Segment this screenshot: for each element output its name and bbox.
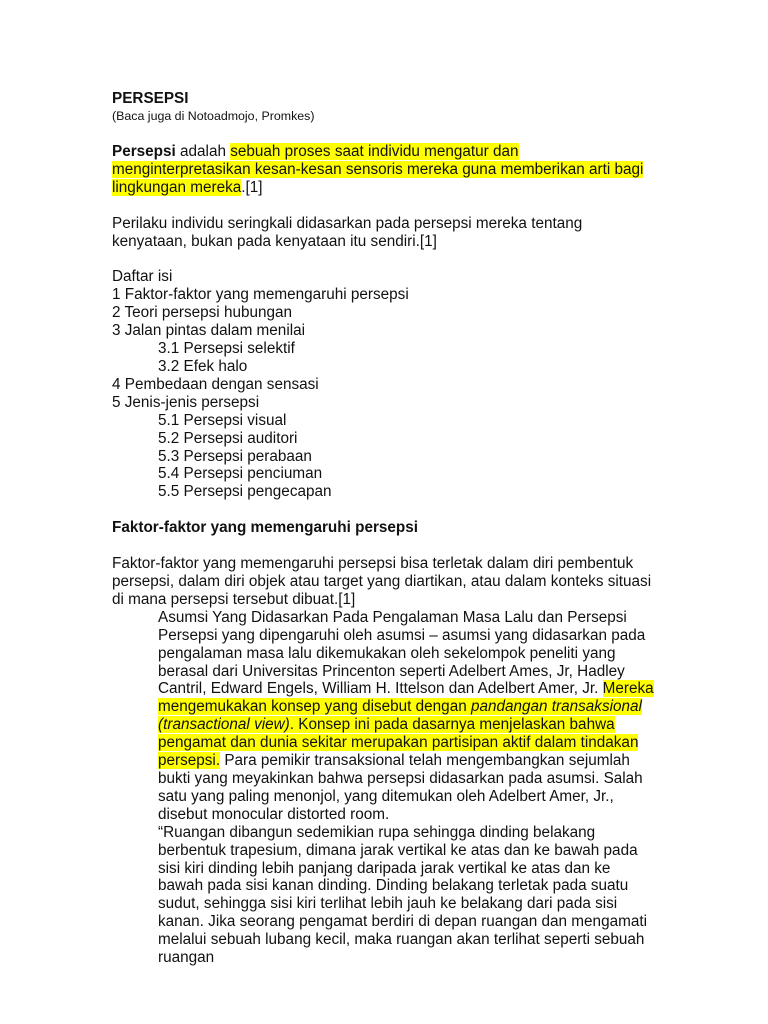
- indented-block: [112, 609, 657, 967]
- highlight-part2: . Konsep ini pada dasarnya menjelaskan bahwa pengamat dan dunia sekitar merupakan partisipan aktif dalam tindakan persepsi.: [158, 716, 639, 770]
- page-title: PERSEPSI: [112, 90, 189, 107]
- toc-item: 2 Teori persepsi hubungan: [112, 304, 293, 322]
- behavior-paragraph: Perilaku individu seringkali didasarkan pada persepsi mereka tentang kenyataan, bukan pada kenyataan itu sendiri.[1]: [112, 214, 583, 250]
- toc-subitem: 5.3 Persepsi perabaan: [158, 447, 312, 465]
- definition-connector: adalah: [175, 142, 231, 160]
- section-heading: Faktor-faktor yang memengaruhi persepsi: [112, 519, 419, 537]
- toc-item: 1 Faktor-faktor yang memengaruhi persepsi: [112, 286, 409, 304]
- toc-heading: Daftar isi: [112, 268, 173, 286]
- definition-term: Persepsi: [112, 142, 176, 160]
- subsection-heading: Asumsi Yang Didasarkan Pada Pengalaman Masa Lalu dan Persepsi: [158, 608, 627, 626]
- table-of-contents: [112, 286, 657, 501]
- toc-subitem: 5.2 Persepsi auditori: [158, 429, 298, 447]
- subsection-body: [158, 627, 657, 824]
- body-after: Para pemikir transaksional telah mengembangkan sejumlah bukti yang meyakinkan bahwa persepsi didasarkan pada asumsi. Salah satu yang paling menonjol, yang ditemukan oleh Adelbert Amer, Jr., disebut monocular distorted room.: [158, 752, 643, 823]
- toc-item: 4 Pembedaan dengan sensasi: [112, 375, 319, 393]
- toc-subitem: 3.1 Persepsi selektif: [158, 340, 295, 358]
- definition-ref: .[1]: [241, 178, 263, 196]
- toc-subitem: 5.4 Persepsi penciuman: [158, 465, 323, 483]
- toc-item: 3 Jalan pintas dalam menilai: [112, 322, 306, 340]
- body-plain: Persepsi yang dipengaruhi oleh asumsi – asumsi yang didasarkan pada pengalaman masa lalu dikemukakan oleh sekelompok peneliti yang berasal dari Universitas Princenton seperti Adelbert Ames, Jr, Hadley Cantril, Edward Engels, William H. Ittelson dan Adelbert Amer, Jr.: [158, 626, 646, 698]
- definition-highlight: sebuah proses saat individu mengatur dan menginterpretasikan kesan-kesan sensoris mereka guna memberikan arti bagi lingkungan mereka: [112, 142, 644, 196]
- toc-subitem: 3.2 Efek halo: [158, 357, 248, 375]
- definition-paragraph: [112, 143, 657, 197]
- quote-paragraph: “Ruangan dibangun sedemikian rupa sehingga dinding belakang berbentuk trapesium, dimana jarak vertikal ke atas dan ke bawah pada sisi kiri dinding lebih panjang daripada jarak vertikal ke atas dan ke bawah pada sisi kanan dinding. Dinding belakang terletak pada suatu sudut, sehingga sisi kiri terlihat lebih jauh ke belakang dari pada sisi kanan. Jika seorang pengamat berdiri di depan ruangan dan mengamati melalui sebuah lubang kecil, maka ruangan akan terlihat seperti sebuah ruangan: [158, 823, 647, 967]
- section-intro: Faktor-faktor yang memengaruhi persepsi bisa terletak dalam diri pembentuk persepsi, dalam diri objek atau target yang diartikan, atau dalam konteks situasi di mana persepsi tersebut dibuat.[1]: [112, 555, 652, 608]
- toc-subitem: 5.1 Persepsi visual: [158, 411, 287, 429]
- page-subtitle: (Baca juga di Notoadmojo, Promkes): [112, 108, 315, 123]
- toc-subitem: 5.5 Persepsi pengecapan: [158, 483, 332, 501]
- highlight-italic: pandangan transaksional (transactional view): [158, 698, 642, 734]
- toc-item: 5 Jenis-jenis persepsi: [112, 393, 260, 411]
- document-page: [112, 90, 657, 967]
- highlight-part1: Mereka mengemukakan konsep yang disebut dengan: [158, 680, 654, 716]
